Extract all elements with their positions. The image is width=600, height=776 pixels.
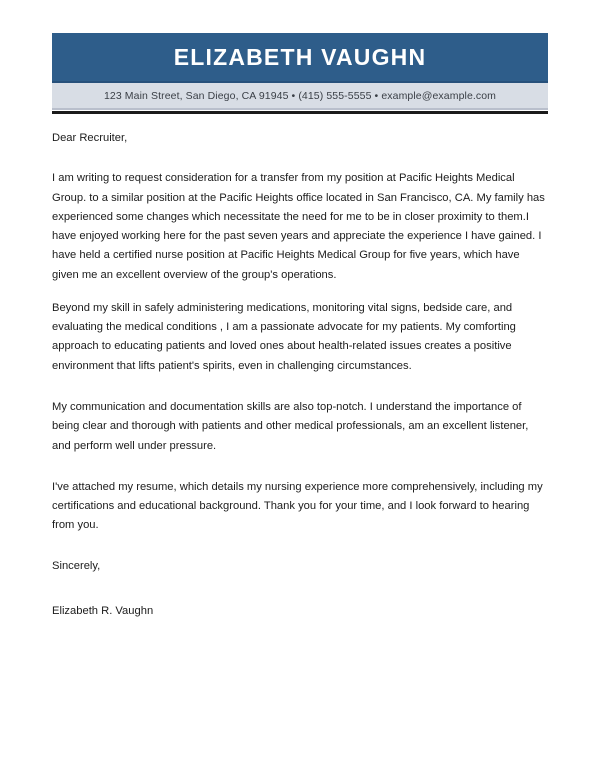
divider-dark xyxy=(52,111,548,114)
contact-band xyxy=(52,83,548,108)
body-paragraph-2: Beyond my skill in safely administering medications, monitoring vital signs, bedside care, and evaluating the medical conditions , I am a passionate advocate for my patients. My comforting approach to educating patients and loved ones about health-related issues creates a positive environment that lifts patient's spirits, even in challenging circumstances. xyxy=(52,301,516,372)
contact-line: 123 Main Street, San Diego, CA 91945 • (415) 555-5555 • example@example.com xyxy=(103,89,497,102)
body-paragraph-1: I am writing to request consideration for a transfer from my position at Pacific Heights Medical Group. to a similar position at the Pacific Heights office located in San Francisco, CA. My family has experienced some changes which necessitate the need for me to be in closer proximity to them.I have enjoyed working here for the past seven years and appreciate the experience I have gained. I have held a certified nurse position at Pacific Heights Medical Group for five years, which have given me an excellent overview of the group's operations. xyxy=(52,172,545,281)
salutation: Dear Recruiter, xyxy=(52,132,128,144)
signature-name: Elizabeth R. Vaughn xyxy=(52,604,154,617)
letterhead xyxy=(52,33,548,114)
body-paragraph-4: I've attached my resume, which details my nursing experience more comprehensively, including my certifications and educational background. Thank you for your time, and I look forward to hearing from you. xyxy=(52,480,543,532)
closing: Sincerely, xyxy=(52,559,101,572)
body-paragraph-3: My communication and documentation skills are also top-notch. I understand the importance of being clear and thorough with patients and other medical professionals, am an excellent listener, and perform well under pressure. xyxy=(52,401,529,452)
letter-body xyxy=(52,130,548,620)
applicant-name: ELIZABETH VAUGHN xyxy=(173,43,427,70)
name-banner xyxy=(52,33,548,83)
